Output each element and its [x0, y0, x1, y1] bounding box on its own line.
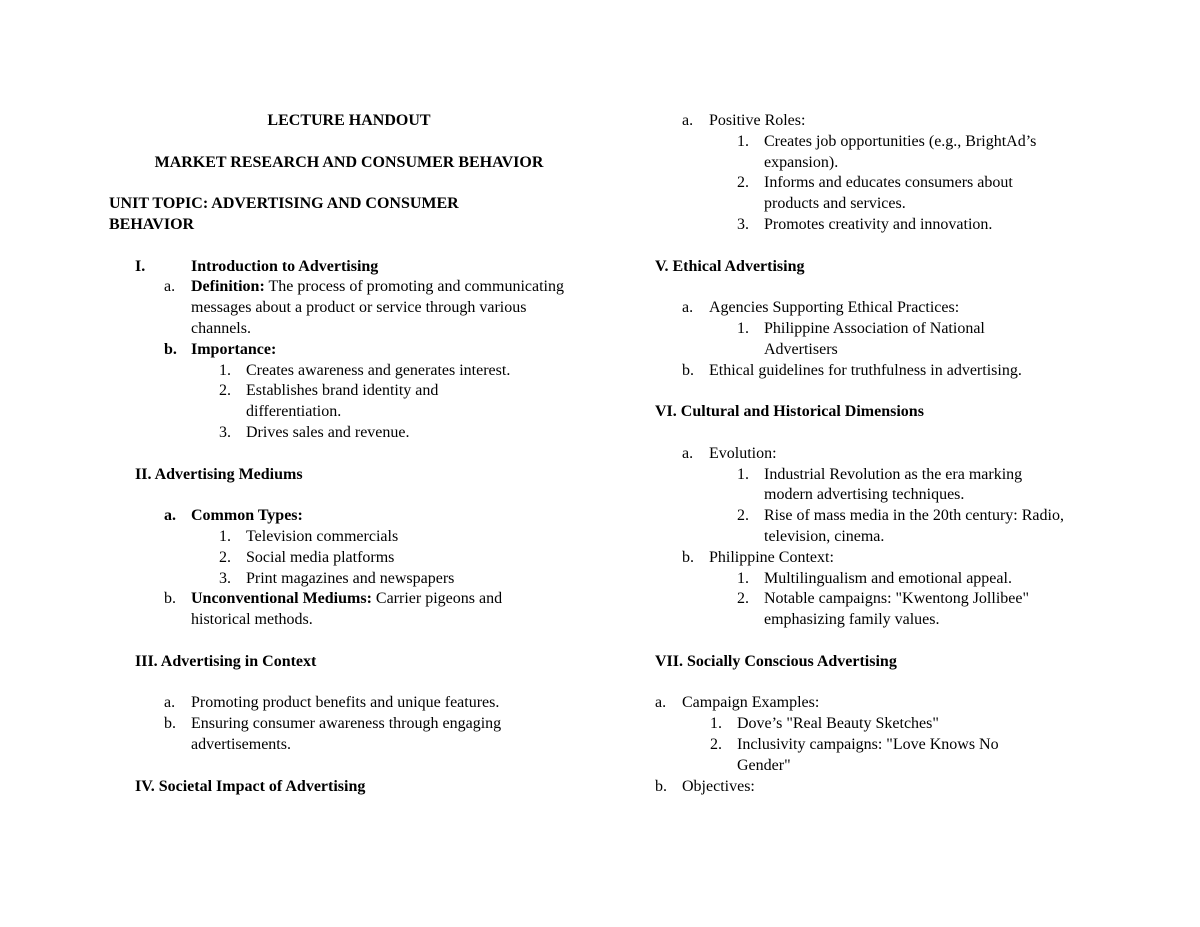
section-7-heading: VII. Socially Conscious Advertising [655, 652, 897, 670]
list-marker: a. [682, 299, 694, 317]
list-item [655, 465, 1064, 507]
common-types-label: Common Types: [191, 507, 303, 525]
list-number: 1. [737, 319, 749, 337]
section-4-heading: IV. Societal Impact of Advertising [135, 777, 366, 795]
list-text: Promotes creativity and innovation. [764, 215, 993, 233]
list-text: Positive Roles: [709, 112, 806, 129]
list-item [655, 319, 1029, 361]
list-text: Rise of mass media in the 20th century: Radio, television, cinema. [764, 507, 1064, 545]
list-number: 1. [219, 527, 231, 545]
definition-label: Definition: [191, 278, 265, 296]
list-item [109, 381, 486, 423]
list-item [109, 361, 589, 382]
list-text: Social media platforms [246, 548, 395, 566]
list-text: Informs and educates consumers about products and services. [764, 174, 1013, 213]
list-number: 2. [737, 174, 749, 192]
list-number: 2. [219, 382, 231, 400]
list-item [109, 569, 589, 590]
list-number: 2. [737, 507, 749, 525]
list-marker: a. [655, 694, 667, 712]
list-item [655, 361, 1125, 382]
list-number: 2. [219, 548, 231, 566]
list-text: Philippine Association of National Advertisers [764, 319, 985, 358]
list-item [655, 777, 1125, 798]
definition-marker: a. [164, 278, 176, 296]
list-number: 2. [710, 735, 722, 753]
list-item [109, 693, 589, 714]
list-number: 3. [737, 215, 749, 233]
list-text: Campaign Examples: [682, 694, 820, 712]
unit-topic: UNIT TOPIC: ADVERTISING AND CONSUMER BEHAVIOR [109, 195, 459, 233]
importance-label: Importance: [191, 340, 277, 358]
handout-title: LECTURE HANDOUT [267, 112, 431, 129]
list-text: Objectives: [682, 777, 755, 795]
list-item [655, 548, 1125, 569]
list-text: Philippine Context: [709, 548, 834, 566]
list-number: 1. [219, 361, 231, 379]
importance-marker: b. [164, 340, 177, 358]
positive-roles-item [655, 111, 1125, 132]
list-marker: b. [655, 777, 667, 795]
list-number: 2. [737, 590, 749, 608]
unconventional-label: Unconventional Mediums: [191, 590, 372, 608]
right-column [655, 111, 1125, 797]
list-text: Creates awareness and generates interest. [246, 361, 511, 379]
section-1-numeral: I. [135, 257, 146, 275]
left-column [109, 111, 589, 797]
list-number: 3. [219, 569, 231, 587]
list-marker: b. [164, 715, 176, 733]
section-5-heading: V. Ethical Advertising [655, 257, 805, 275]
list-text: Ethical guidelines for truthfulness in advertising. [709, 361, 1022, 379]
list-number: 1. [737, 132, 749, 150]
list-number: 1. [737, 569, 749, 587]
section-3-heading: III. Advertising in Context [135, 652, 317, 670]
list-item [109, 548, 589, 569]
list-text: Establishes brand identity and differentiation. [246, 382, 439, 421]
common-types-marker: a. [164, 507, 176, 525]
course-title: MARKET RESEARCH AND CONSUMER BEHAVIOR [154, 153, 544, 171]
list-text: Notable campaigns: "Kwentong Jollibee" emphasizing family values. [764, 590, 1029, 629]
definition-text: The process of promoting and communicating messages about a product or service through various channels. [191, 278, 564, 337]
list-marker: b. [682, 361, 694, 379]
unconventional-item [109, 589, 561, 631]
list-text: Ensuring consumer awareness through engaging advertisements. [191, 715, 502, 753]
list-text: Television commercials [246, 527, 399, 545]
unconventional-text: Carrier pigeons and historical methods. [191, 590, 503, 629]
list-number: 1. [710, 715, 722, 733]
list-marker: b. [682, 548, 694, 566]
list-item [109, 714, 566, 756]
list-text: Promoting product benefits and unique features. [191, 694, 500, 712]
list-item [655, 132, 1084, 174]
list-text: Evolution: [709, 444, 777, 462]
list-text: Creates job opportunities (e.g., BrightAd’s expansion). [764, 132, 1037, 171]
importance-item [109, 340, 589, 361]
list-item [655, 693, 1125, 714]
list-text: Industrial Revolution as the era marking modern advertising techniques. [764, 465, 1023, 504]
list-marker: a. [682, 112, 694, 129]
section-2-heading: II. Advertising Mediums [135, 465, 303, 483]
list-item [109, 423, 589, 444]
list-marker: a. [164, 694, 176, 712]
unconventional-marker: b. [164, 590, 176, 608]
section-6-heading: VI. Cultural and Historical Dimensions [655, 403, 924, 421]
section-1-heading [109, 257, 589, 278]
list-item [655, 215, 1125, 236]
list-text: Inclusivity campaigns: "Love Knows No Gender" [737, 735, 999, 774]
list-number: 1. [737, 465, 749, 483]
definition-item [109, 277, 581, 339]
list-text: Print magazines and newspapers [246, 569, 455, 587]
list-item [655, 506, 1064, 548]
list-item [655, 173, 1064, 215]
list-marker: a. [682, 444, 694, 462]
list-text: Dove’s "Real Beauty Sketches" [737, 715, 939, 733]
list-item [655, 298, 1125, 319]
list-item [655, 589, 1084, 631]
list-item [655, 714, 1125, 735]
list-item [655, 569, 1125, 590]
list-text: Multilingualism and emotional appeal. [764, 569, 1012, 587]
list-text: Drives sales and revenue. [246, 423, 410, 441]
list-item [109, 527, 589, 548]
list-text: Agencies Supporting Ethical Practices: [709, 299, 960, 317]
list-item [655, 444, 1125, 465]
list-number: 3. [219, 423, 231, 441]
list-item [655, 735, 1042, 777]
common-types-item [109, 506, 589, 527]
section-1-title: Introduction to Advertising [191, 257, 379, 275]
